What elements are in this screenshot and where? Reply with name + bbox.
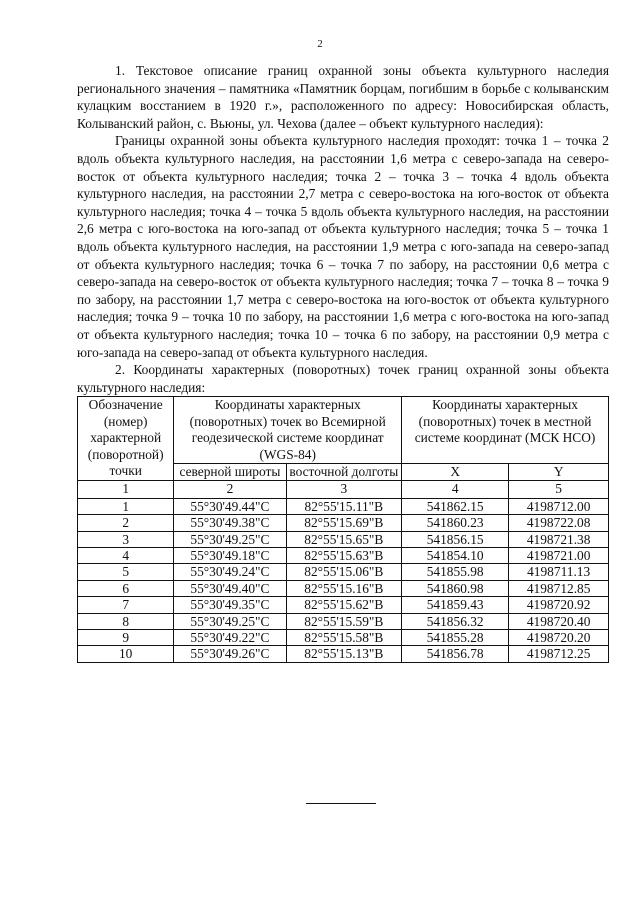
msk-y-cell: 4198712.25	[509, 646, 609, 662]
north-latitude-cell: 55°30'49.22"С	[174, 629, 286, 645]
subheader-east-longitude: восточной долготы	[286, 463, 402, 480]
north-latitude-cell: 55°30'49.26"С	[174, 646, 286, 662]
column-number: 3	[286, 481, 402, 498]
msk-y-cell: 4198722.08	[509, 515, 609, 531]
table-row	[78, 613, 609, 629]
table-row	[78, 515, 609, 531]
east-longitude-cell: 82°55'15.06"В	[286, 564, 402, 580]
east-longitude-cell: 82°55'15.11"В	[286, 498, 402, 514]
paragraph-description-heading: 1. Текстовое описание границ охранной зоны объекта культурного наследия регионального значения – памятника «Памятник борцам, погибшим в борьбе с колыванским кулацким восстанием в 1920 г.», расположенного по адресу: Новосибирская область, Колыванский район, с. Вьюны, ул. Чехова (далее – объект культурного наследия):	[77, 63, 609, 131]
msk-x-cell: 541856.78	[402, 646, 509, 662]
msk-x-cell: 541860.98	[402, 580, 509, 596]
column-number: 1	[78, 481, 174, 498]
subheader-x: X	[402, 463, 509, 480]
north-latitude-cell: 55°30'49.44"С	[174, 498, 286, 514]
msk-y-cell: 4198720.20	[509, 629, 609, 645]
column-number: 5	[509, 481, 609, 498]
point-number-cell: 8	[78, 613, 174, 629]
table-row	[78, 629, 609, 645]
north-latitude-cell: 55°30'49.18"С	[174, 547, 286, 563]
table-row	[78, 547, 609, 563]
closing-divider	[306, 803, 376, 804]
header-designation: Обозначение (номер) характерной (поворотной) точки	[78, 397, 174, 481]
north-latitude-cell: 55°30'49.24"С	[174, 564, 286, 580]
msk-y-cell: 4198712.00	[509, 498, 609, 514]
document-body	[77, 62, 609, 663]
point-number-cell: 9	[78, 629, 174, 645]
point-number-cell: 1	[78, 498, 174, 514]
point-number-cell: 3	[78, 531, 174, 547]
table-row	[78, 531, 609, 547]
east-longitude-cell: 82°55'15.69"В	[286, 515, 402, 531]
coordinates-table	[77, 396, 609, 663]
msk-y-cell: 4198721.00	[509, 547, 609, 563]
msk-x-cell: 541862.15	[402, 498, 509, 514]
msk-y-cell: 4198711.13	[509, 564, 609, 580]
point-number-cell: 6	[78, 580, 174, 596]
table-row	[78, 580, 609, 596]
page-number: 2	[317, 38, 323, 50]
table-header-row	[78, 397, 609, 464]
msk-x-cell: 541855.98	[402, 564, 509, 580]
north-latitude-cell: 55°30'49.35"С	[174, 597, 286, 613]
point-number-cell: 10	[78, 646, 174, 662]
msk-y-cell: 4198721.38	[509, 531, 609, 547]
subheader-north-latitude: северной широты	[174, 463, 286, 480]
msk-y-cell: 4198720.92	[509, 597, 609, 613]
point-number-cell: 4	[78, 547, 174, 563]
east-longitude-cell: 82°55'15.16"В	[286, 580, 402, 596]
column-number: 2	[174, 481, 286, 498]
point-number-cell: 2	[78, 515, 174, 531]
msk-x-cell: 541854.10	[402, 547, 509, 563]
paragraph-boundaries: Границы охранной зоны объекта культурного наследия проходят: точка 1 – точка 2 вдоль объекта культурного наследия, на расстоянии 1,6 метра с северо-запада на северо-восток от объекта культурного наследия; точка 2 – точка 3 – точка 4 вдоль объекта культурного наследия, на расстоянии 2,7 метра с северо-востока на юго-восток от объекта культурного наследия; точка 4 – точка 5 вдоль объекта культурного наследия, на расстоянии 2,6 метра с юго-востока на юго-запад от объекта культурного наследия; точка 5 – точка 1 вдоль объекта культурного наследия, на расстоянии 1,9 метра с юго-запада на северо-запад от объекта культурного наследия; точка 6 – точка 7 по забору, на расстоянии 0,6 метра с северо-запада на северо-восток от объекта культурного наследия; точка 7 – точка 8 – точка 9 по забору, на расстоянии 1,7 метра с северо-востока на юго-восток от объекта культурного наследия; точка 9 – точка 10 по забору, на расстоянии 1,6 метра с юго-востока на юго-запад от объекта культурного наследия; точка 10 – точка 6 по забору, на расстоянии 0,9 метра с юго-запада на северо-запад от объекта культурного наследия.	[77, 133, 609, 360]
table-body	[78, 498, 609, 662]
msk-x-cell: 541856.32	[402, 613, 509, 629]
table-column-number-row	[78, 481, 609, 498]
column-number: 4	[402, 481, 509, 498]
paragraph-coordinates-heading: 2. Координаты характерных (поворотных) точек границ охранной зоны объекта культурного наследия:	[77, 362, 609, 395]
north-latitude-cell: 55°30'49.40"С	[174, 580, 286, 596]
east-longitude-cell: 82°55'15.62"В	[286, 597, 402, 613]
msk-x-cell: 541860.23	[402, 515, 509, 531]
msk-x-cell: 541859.43	[402, 597, 509, 613]
table-row	[78, 597, 609, 613]
msk-y-cell: 4198720.40	[509, 613, 609, 629]
table-row	[78, 564, 609, 580]
msk-x-cell: 541855.28	[402, 629, 509, 645]
east-longitude-cell: 82°55'15.13"В	[286, 646, 402, 662]
east-longitude-cell: 82°55'15.63"В	[286, 547, 402, 563]
table-row	[78, 646, 609, 662]
north-latitude-cell: 55°30'49.25"С	[174, 613, 286, 629]
header-msk-nso: Координаты характерных (поворотных) точек в местной системе координат (МСК НСО)	[402, 397, 609, 464]
point-number-cell: 5	[78, 564, 174, 580]
msk-y-cell: 4198712.85	[509, 580, 609, 596]
north-latitude-cell: 55°30'49.25"С	[174, 531, 286, 547]
east-longitude-cell: 82°55'15.65"В	[286, 531, 402, 547]
point-number-cell: 7	[78, 597, 174, 613]
table-row	[78, 498, 609, 514]
subheader-y: Y	[509, 463, 609, 480]
east-longitude-cell: 82°55'15.58"В	[286, 629, 402, 645]
msk-x-cell: 541856.15	[402, 531, 509, 547]
north-latitude-cell: 55°30'49.38"С	[174, 515, 286, 531]
header-wgs84: Координаты характерных (поворотных) точек во Всемирной геодезической системе координат (WGS-84)	[174, 397, 402, 464]
east-longitude-cell: 82°55'15.59"В	[286, 613, 402, 629]
